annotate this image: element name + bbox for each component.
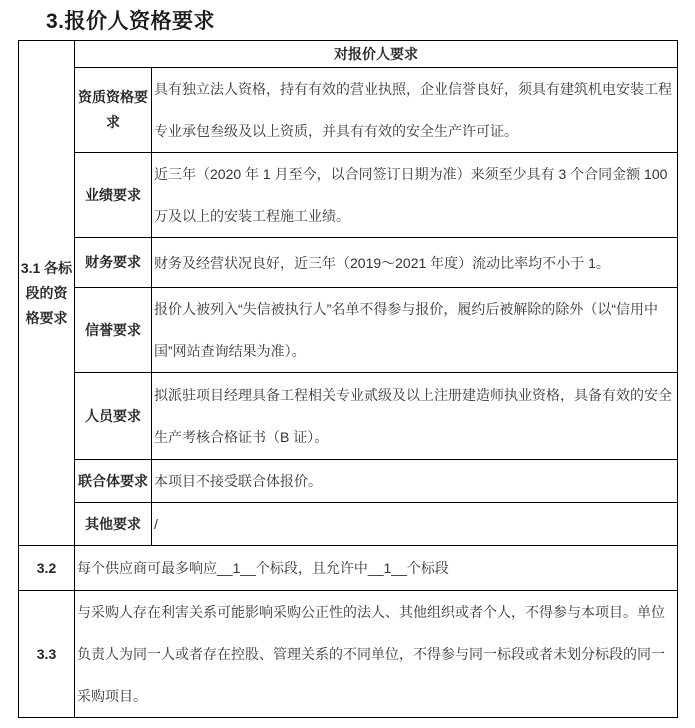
content-other: /	[152, 503, 678, 546]
label-financial: 财务要求	[75, 238, 152, 288]
table-row	[19, 460, 678, 503]
row-3-3-id: 3.3	[19, 591, 75, 718]
label-consortium: 联合体要求	[75, 460, 152, 503]
label-performance: 业绩要求	[75, 153, 152, 238]
table-row	[19, 546, 678, 591]
row-3-2-content: 每个供应商可最多响应__1__个标段，且允许中__1__个标段	[75, 546, 678, 591]
table-row	[19, 41, 678, 68]
table-row	[19, 153, 678, 238]
table-row	[19, 238, 678, 288]
table-row	[19, 373, 678, 460]
label-reputation: 信誉要求	[75, 288, 152, 373]
label-qualification: 资质资格要求	[75, 68, 152, 153]
page-title: 3.报价人资格要求	[46, 10, 216, 33]
table-row	[19, 68, 678, 153]
table-row	[19, 503, 678, 546]
requirements-table	[18, 40, 678, 718]
row-3-3-content: 与采购人存在利害关系可能影响采购公正性的法人、其他组织或者个人，不得参与本项目。单位负责人为同一人或者存在控股、管理关系的不同单位，不得参与同一标段或者未划分标段的同一采购项目。	[75, 591, 678, 718]
row-3-2-id: 3.2	[19, 546, 75, 591]
content-consortium: 本项目不接受联合体报价。	[152, 460, 678, 503]
section-3-1-label: 3.1 各标段的资格要求	[19, 41, 75, 546]
table-row	[19, 288, 678, 373]
content-personnel: 拟派驻项目经理具备工程相关专业贰级及以上注册建造师执业资格，具备有效的安全生产考核合格证书（B 证）。	[152, 373, 678, 460]
label-other: 其他要求	[75, 503, 152, 546]
content-reputation: 报价人被列入“失信被执行人”名单不得参与报价，履约后被解除的除外（以“信用中国”网站查询结果为准）。	[152, 288, 678, 373]
table-row	[19, 591, 678, 718]
content-qualification: 具有独立法人资格，持有有效的营业执照，企业信誉良好，须具有建筑机电安装工程专业承包叁级及以上资质，并具有有效的安全生产许可证。	[152, 68, 678, 153]
content-performance: 近三年（2020 年 1 月至今，以合同签订日期为准）来须至少具有 3 个合同金额 100 万及以上的安装工程施工业绩。	[152, 153, 678, 238]
label-personnel: 人员要求	[75, 373, 152, 460]
table-header: 对报价人要求	[75, 41, 678, 68]
content-financial: 财务及经营状况良好，近三年（2019～2021 年度）流动比率均不小于 1。	[152, 238, 678, 288]
